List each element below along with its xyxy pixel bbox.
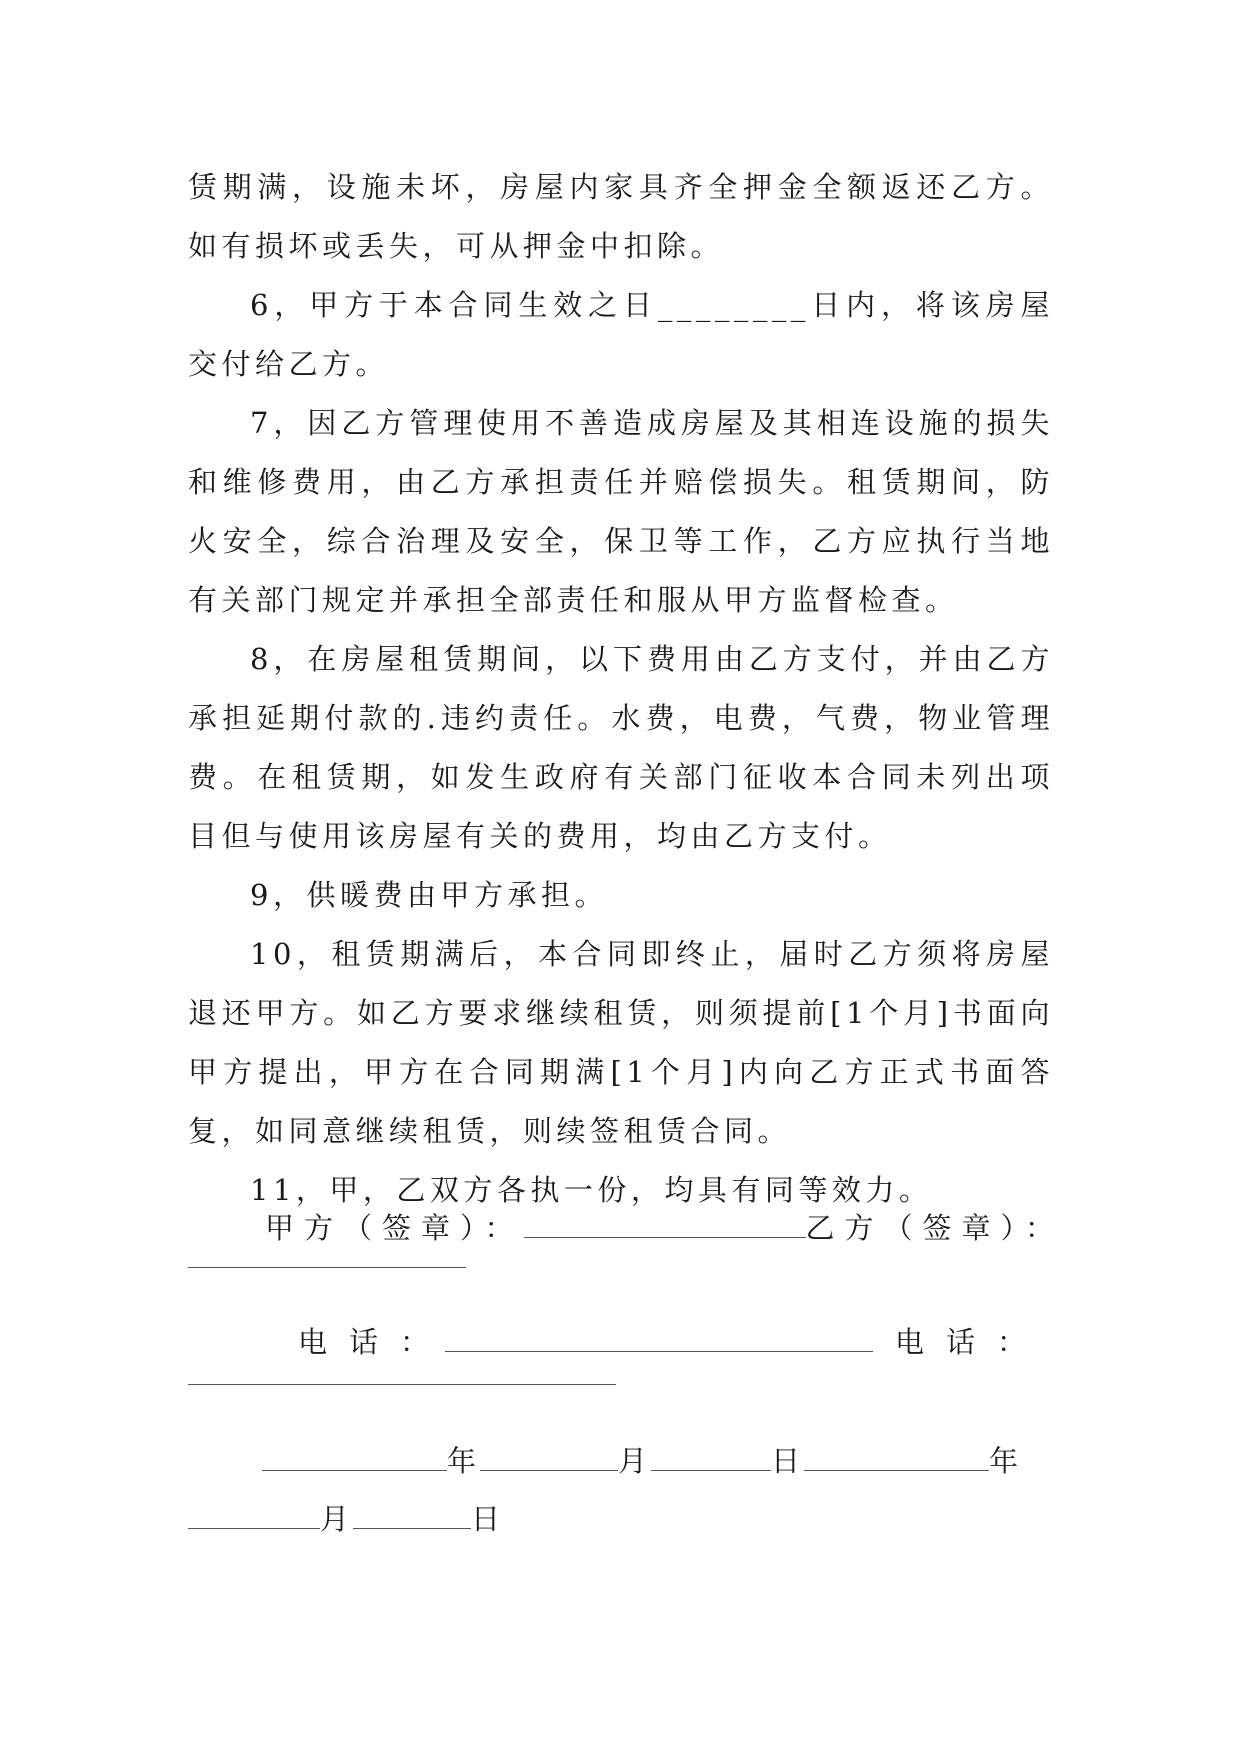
- day-b-blank: [353, 1500, 471, 1529]
- clause-6: 6，甲方于本合同生效之日________日内，将该房屋交付给乙方。: [188, 288, 1054, 381]
- phone-label-b: 电话：: [895, 1325, 1049, 1359]
- party-b-label: 乙方（签章）：: [805, 1211, 1065, 1245]
- month-a-blank: [480, 1442, 618, 1471]
- party-b-signature-blank: [188, 1266, 466, 1268]
- year-b-blank: [804, 1442, 989, 1471]
- clause-9: 9，供暖费由甲方承担。: [250, 878, 608, 912]
- day-a-blank: [651, 1442, 771, 1471]
- year-a-label: 年: [447, 1444, 477, 1478]
- phone-a-blank: [445, 1323, 873, 1352]
- year-a-blank: [262, 1442, 447, 1471]
- month-b-blank: [188, 1500, 320, 1529]
- document-body: [188, 158, 1054, 1220]
- clause-8: 8，在房屋租赁期间，以下费用由乙方支付，并由乙方承担延期付款的.违约责任。水费，电费，气费，物业管理费。在租赁期，如发生政府有关部门征收本合同未列出项目但与使用该房屋有关的费用，均由乙方支付。: [188, 642, 1054, 853]
- date-row-b: [188, 1499, 500, 1539]
- month-a-label: 月: [618, 1444, 648, 1478]
- clause-7: 7，因乙方管理使用不善造成房屋及其相连设施的损失和维修费用，由乙方承担责任并赔偿损失。租赁期间，防火安全，综合治理及安全，保卫等工作，乙方应执行当地有关部门规定并承担全部责任和服从甲方监督检查。: [188, 406, 1054, 617]
- clause-11: 11，甲，乙双方各执一份，均具有同等效力。: [250, 1173, 933, 1207]
- party-a-label: 甲方（签章）：: [265, 1211, 524, 1245]
- party-a-signature-blank: [524, 1209, 806, 1238]
- month-b-label: 月: [320, 1502, 350, 1536]
- date-row-a: [262, 1441, 1018, 1481]
- phone-label-a: 电话：: [298, 1325, 452, 1359]
- phone-b-blank: [188, 1383, 616, 1385]
- day-a-label: 日: [771, 1444, 801, 1478]
- year-b-label: 年: [989, 1444, 1019, 1478]
- party-a-signature-row: [265, 1208, 1064, 1248]
- day-b-label: 日: [471, 1502, 501, 1536]
- clause-10: 10，租赁期满后，本合同即终止，届时乙方须将房屋退还甲方。如乙方要求继续租赁，则须提前[1个月]书面向甲方提出，甲方在合同期满[1个月]内向乙方正式书面答复，如同意继续租赁，则续签租赁合同。: [188, 937, 1054, 1148]
- phone-row: [298, 1322, 1048, 1362]
- clause-5-continuation: 赁期满，设施未坏，房屋内家具齐全押金全额返还乙方。如有损坏或丢失，可从押金中扣除。: [188, 170, 1054, 263]
